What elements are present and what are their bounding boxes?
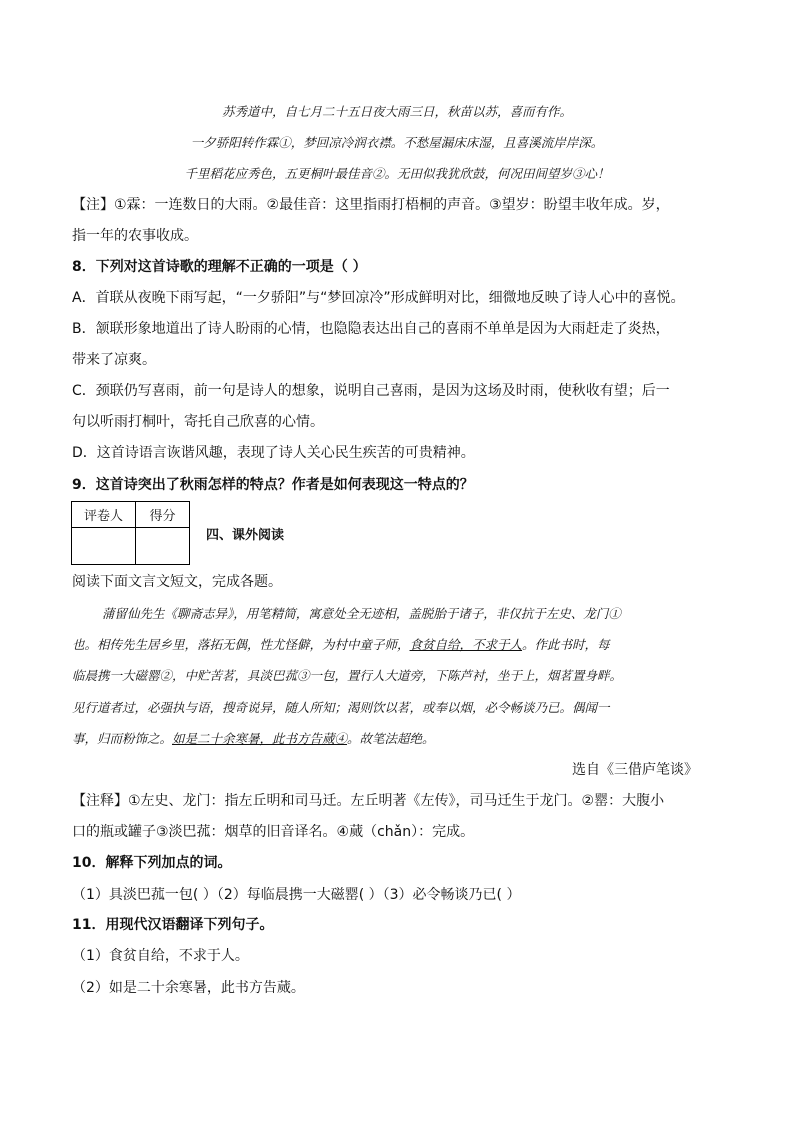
poem-line-1: 一夕骄阳转作霖①，梦回凉冷润衣襟。不愁屋漏床床湿，且喜溪流岸岸深。 — [190, 135, 604, 150]
passage-line-5-b: 。故笔法超绝。 — [347, 731, 435, 746]
passage-underlined-sentence-2: 如是二十余寒暑，此书方告蒇④ — [172, 731, 348, 746]
passage-note-line-2: 口的瓶或罐子③淡巴菰：烟草的旧音译名。④蒇（chǎn）：完成。 — [72, 824, 475, 840]
question-11-sentence-1: （1）食贫自给，不求于人。 — [72, 948, 249, 964]
passage-line-2-b: 。作此书时，每 — [522, 637, 610, 652]
score-table-score-cell[interactable] — [136, 528, 190, 565]
question-11-stem: 11．用现代汉语翻译下列句子。 — [72, 917, 274, 933]
score-table-header-grader: 评卷人 — [72, 502, 136, 528]
question-11-sentence-2: （2）如是二十余寒暑，此书方告蒇。 — [72, 980, 305, 996]
passage-line-2-a: 也。相传先生居乡里，落拓无偶，性尤怪僻，为村中童子师， — [72, 637, 410, 652]
passage-underlined-sentence-1: 食贫自给，不求于人 — [409, 637, 523, 652]
passage-line-4: 见行道者过，必强执与语，搜奇说异，随人所知；渴则饮以茗，或奉以烟，必令畅谈乃已。偶闻一 — [72, 700, 610, 715]
question-8-option-b-line-1: B．颔联形象地道出了诗人盼雨的心情，也隐隐表达出自己的喜雨不单单是因为大雨赶走了炎热， — [72, 321, 670, 337]
passage-note-line-1: 【注释】①左史、龙门：指左丘明和司马迁。左丘明著《左传》，司马迁生于龙门。②罂：大腹小 — [72, 793, 665, 809]
question-8-option-d: D．这首诗语言诙谐风趣，表现了诗人关心民生疾苦的可贵精神。 — [72, 445, 475, 461]
question-8-text: 8．下列对这首诗歌的理解不正确的一项是（ ） — [72, 259, 367, 275]
reading-instruction: 阅读下面文言文短文，完成各题。 — [72, 574, 282, 590]
score-table-grader-cell[interactable] — [72, 528, 136, 565]
question-10-stem: 10．解释下列加点的词。 — [72, 855, 232, 871]
passage-line-5 — [72, 729, 435, 749]
question-8-option-c-line-2: 句以听雨打桐叶，寄托自己欣喜的心情。 — [72, 414, 324, 430]
question-8-option-c-line-1: C．颈联仍写喜雨，前一句是诗人的想象，说明自己喜雨，是因为这场及时雨，使秋收有望；后一 — [72, 383, 670, 399]
poem-note-line-2: 指一年的农事收成。 — [72, 228, 198, 244]
question-8-option-b-line-2: 带来了凉爽。 — [72, 352, 156, 368]
question-10-items: （1）具淡巴菰一包( ）（2）每临晨携一大磁罂( ）（3）必令畅谈乃已( ） — [72, 887, 521, 903]
question-8-option-a: A．首联从夜晚下雨写起，“一夕骄阳”与“梦回凉冷”形成鲜明对比，细微地反映了诗人心中的喜悦。 — [72, 290, 685, 306]
poem-line-2: 千里稻花应秀色，五更桐叶最佳音②。无田似我犹欣鼓，何况田间望岁③心！ — [184, 166, 610, 181]
passage-line-2 — [72, 635, 610, 655]
passage-line-3: 临晨携一大磁罂②，中贮苦茗，具淡巴菰③一包，置行人大道旁，下陈芦衬，坐于上，烟茗置身畔。 — [72, 668, 623, 683]
question-8-stem — [72, 257, 367, 277]
section-title: 四、课外阅读 — [206, 528, 285, 543]
poem-note-line-1: 【注】①霖：一连数日的大雨。②最佳音：这里指雨打梧桐的声音。③望岁：盼望丰收年成。岁， — [72, 197, 670, 213]
score-table-header-score: 得分 — [136, 502, 190, 528]
passage-source: 选自《三借庐笔谈》 — [572, 762, 698, 778]
passage-line-1: 蒲留仙先生《聊斋志异》，用笔精简，寓意处全无迹相，盖脱胎于诸子，非仅抗于左史、龙门① — [102, 606, 621, 621]
poem-title: 苏秀道中，自七月二十五日夜大雨三日，秋苗以苏，喜而有作。 — [221, 104, 572, 119]
passage-line-5-a: 事，归而粉饰之。 — [72, 731, 173, 746]
question-9: 9．这首诗突出了秋雨怎样的特点？作者是如何表现这一特点的？ — [72, 477, 474, 493]
score-table — [71, 501, 190, 565]
